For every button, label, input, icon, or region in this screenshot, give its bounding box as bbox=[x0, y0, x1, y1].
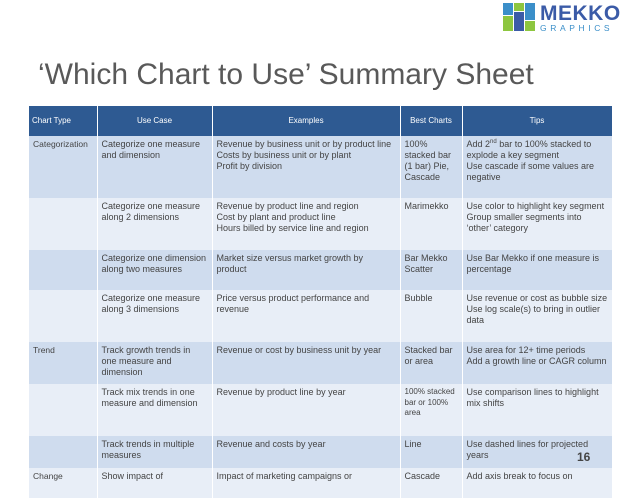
cell-best-charts: Stacked bar or area bbox=[400, 342, 462, 384]
cell-examples: Market size versus market growth by product bbox=[212, 250, 400, 290]
table-row bbox=[29, 468, 612, 498]
cell-chart-type bbox=[29, 436, 97, 468]
cell-tips: Use Bar Mekko if one measure is percentage bbox=[462, 250, 612, 290]
header-tips: Tips bbox=[462, 106, 612, 136]
table-row bbox=[29, 342, 612, 384]
table-row bbox=[29, 136, 612, 198]
mekko-logo bbox=[503, 3, 633, 33]
header-examples: Examples bbox=[212, 106, 400, 136]
cell-examples: Revenue and costs by year bbox=[212, 436, 400, 468]
cell-examples: Revenue by product line by year bbox=[212, 384, 400, 436]
cell-examples: Price versus product performance and revenue bbox=[212, 290, 400, 342]
cell-best-charts: 100% stacked bar (1 bar) Pie, Cascade bbox=[400, 136, 462, 198]
cell-examples: Revenue by business unit or by product line Costs by business unit or by plant Profit by division bbox=[212, 136, 400, 198]
cell-use-case: Track trends in multiple measures bbox=[97, 436, 212, 468]
cell-examples: Revenue by product line and region Cost by plant and product line Hours billed by service line and region bbox=[212, 198, 400, 250]
cell-use-case: Categorize one measure along 2 dimensions bbox=[97, 198, 212, 250]
tips-text-b: bar to 100% stacked to explode a key segment Use cascade if some values are negative bbox=[466, 139, 595, 182]
cell-tips bbox=[462, 136, 612, 198]
cell-best-charts: Cascade bbox=[400, 468, 462, 498]
cell-tips: Use dashed lines for projected years bbox=[462, 436, 612, 468]
cell-tips: Use color to highlight key segment Group smaller segments into ‘other’ category bbox=[462, 198, 612, 250]
cell-chart-type: Categorization bbox=[29, 136, 97, 198]
header-chart-type: Chart Type bbox=[29, 106, 97, 136]
cell-best-charts: Line bbox=[400, 436, 462, 468]
cell-use-case: Categorize one measure and dimension bbox=[97, 136, 212, 198]
cell-chart-type bbox=[29, 198, 97, 250]
table-row bbox=[29, 290, 612, 342]
cell-tips: Use revenue or cost as bubble size Use log scale(s) to bring in outlier data bbox=[462, 290, 612, 342]
page-title: ‘Which Chart to Use’ Summary Sheet bbox=[38, 58, 534, 91]
table-row bbox=[29, 198, 612, 250]
summary-table bbox=[29, 106, 613, 498]
tips-text-a: Add 2 bbox=[466, 139, 491, 149]
cell-tips: Use comparison lines to highlight mix shifts bbox=[462, 384, 612, 436]
cell-best-charts: Marimekko bbox=[400, 198, 462, 250]
logo-brand: MEKKO bbox=[540, 2, 621, 25]
table-row bbox=[29, 436, 612, 468]
header-best-charts: Best Charts bbox=[400, 106, 462, 136]
cell-use-case: Track growth trends in one measure and dimension bbox=[97, 342, 212, 384]
table-header-row bbox=[29, 106, 612, 136]
cell-use-case: Categorize one dimension along two measures bbox=[97, 250, 212, 290]
cell-tips: Use area for 12+ time periods Add a growth line or CAGR column bbox=[462, 342, 612, 384]
logo-sub: GRAPHICS bbox=[540, 23, 614, 33]
cell-use-case: Track mix trends in one measure and dimension bbox=[97, 384, 212, 436]
cell-chart-type bbox=[29, 384, 97, 436]
cell-best-charts: Bubble bbox=[400, 290, 462, 342]
page-number: 16 bbox=[577, 450, 591, 464]
cell-use-case: Categorize one measure along 3 dimensions bbox=[97, 290, 212, 342]
cell-chart-type bbox=[29, 250, 97, 290]
cell-best-charts: Bar Mekko Scatter bbox=[400, 250, 462, 290]
cell-best-charts: 100% stacked bar or 100% area bbox=[400, 384, 462, 436]
tips-sup: nd bbox=[490, 139, 497, 145]
cell-use-case: Show impact of bbox=[97, 468, 212, 498]
header-use-case: Use Case bbox=[97, 106, 212, 136]
cell-chart-type: Change bbox=[29, 468, 97, 498]
cell-tips: Add axis break to focus on bbox=[462, 468, 612, 498]
table-row bbox=[29, 250, 612, 290]
mekko-logo-icon bbox=[503, 3, 535, 31]
cell-chart-type: Trend bbox=[29, 342, 97, 384]
table-row bbox=[29, 384, 612, 436]
cell-chart-type bbox=[29, 290, 97, 342]
cell-examples: Revenue or cost by business unit by year bbox=[212, 342, 400, 384]
cell-examples: Impact of marketing campaigns or bbox=[212, 468, 400, 498]
